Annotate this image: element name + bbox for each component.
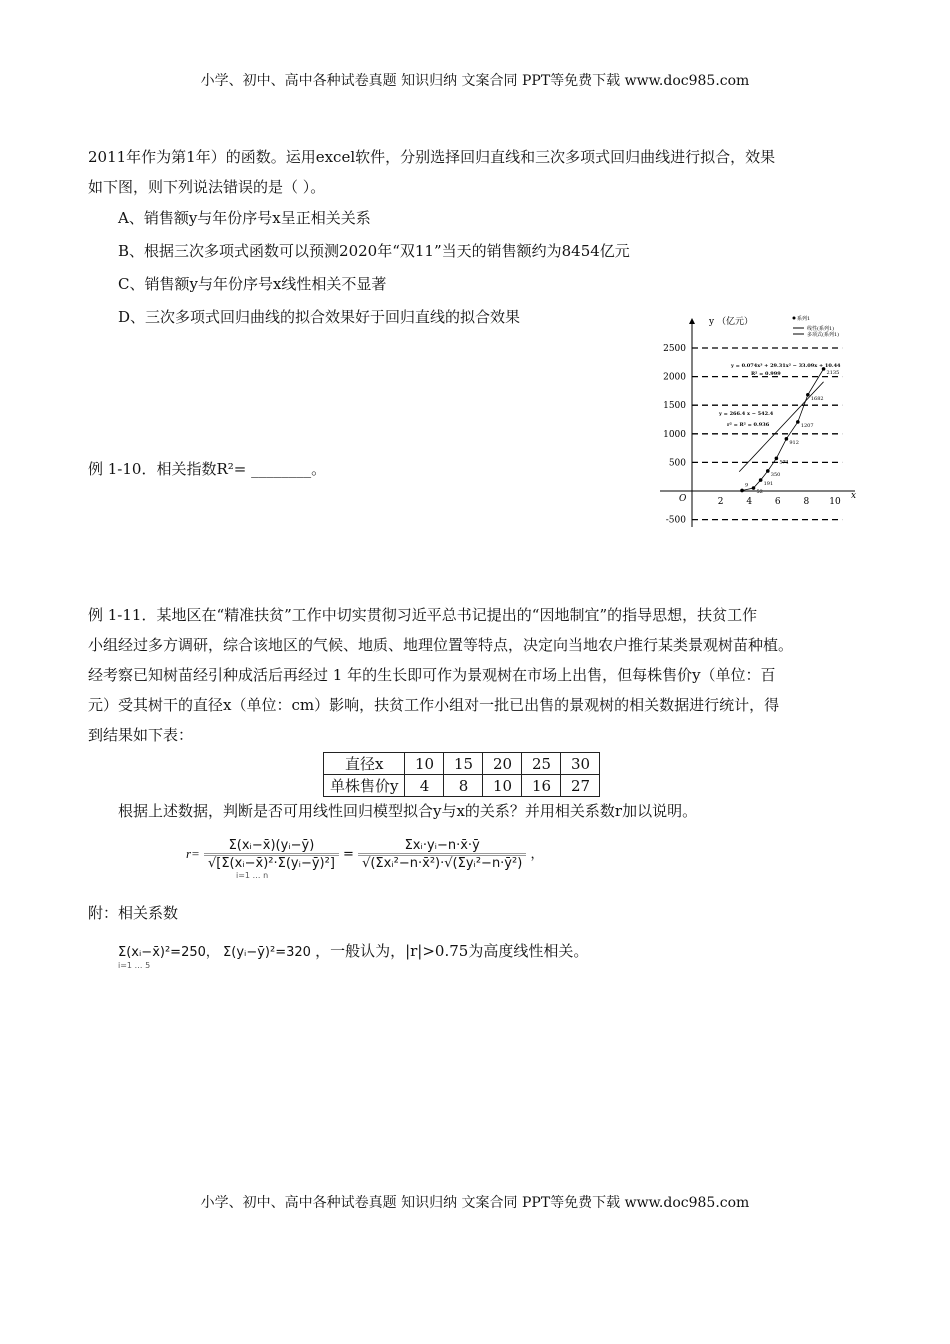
data-label: 571 bbox=[779, 459, 789, 466]
page-footer: 小学、初中、高中各种试卷真题 知识归纳 文案合同 PPT等免费下载 www.doc985.com bbox=[200, 1195, 750, 1211]
data-label: 1207 bbox=[800, 422, 814, 429]
row-label: 单株售价y bbox=[324, 775, 405, 797]
cell: 8 bbox=[444, 775, 483, 797]
data-label: 350 bbox=[770, 471, 781, 478]
data-point bbox=[759, 478, 763, 482]
cell: 27 bbox=[561, 775, 600, 797]
regression-chart bbox=[655, 312, 865, 532]
cell: 16 bbox=[522, 775, 561, 797]
y-tick-label: 1000 bbox=[663, 429, 686, 440]
origin-label: O bbox=[679, 494, 687, 504]
cell: 30 bbox=[561, 753, 600, 775]
x-tick-label: 10 bbox=[829, 497, 841, 507]
x-tick-label: 2 bbox=[717, 497, 724, 507]
ex111-line4: 元）受其树干的直径x（单位：cm）影响，扶贫工作小组对一批已出售的景观树的相关数据进行统计，得 bbox=[88, 696, 780, 714]
x-axis-label: x bbox=[851, 491, 857, 501]
linear-equation: y = 266.4 x − 542.4 bbox=[719, 411, 774, 417]
poly-trendline bbox=[742, 369, 824, 491]
appendix-label: 附：相关系数 bbox=[88, 904, 179, 922]
sum-x-squared: Σ(xᵢ−x̄)²=250 bbox=[118, 945, 206, 960]
data-label: 52 bbox=[756, 489, 763, 496]
x-tick-label: 4 bbox=[746, 497, 753, 507]
data-point bbox=[740, 489, 744, 493]
y-axis-label: y （亿元） bbox=[709, 317, 753, 327]
option-b: B、根据三次多项式函数可以预测2020年“双11”当天的销售额约为8454亿元 bbox=[118, 242, 630, 260]
formula-numerator-1: Σ(xᵢ−x̄)(yᵢ−ȳ) bbox=[204, 838, 339, 856]
y-axis-arrow bbox=[689, 318, 695, 324]
data-label: 2135 bbox=[826, 369, 840, 376]
poly-r2: R² = 0.999 bbox=[751, 371, 781, 377]
y-tick-label: 500 bbox=[668, 458, 686, 469]
given-values: Σ(xᵢ−x̄)²=250， Σ(yᵢ−ȳ)²=320 ，一般认为，|r|>0.75为高度线性相关。 i=1 … 5 bbox=[118, 942, 589, 970]
page-header: 小学、初中、高中各种试卷真题 知识归纳 文案合同 PPT等免费下载 www.doc985.com bbox=[200, 73, 750, 89]
legend-item-series: 系列1 bbox=[797, 316, 811, 322]
y-tick-label: 2500 bbox=[663, 344, 686, 354]
formula-denominator-2: √(Σxᵢ²−n·x̄²)·√(Σyᵢ²−n·ȳ²) bbox=[362, 856, 523, 871]
x-tick-label: 6 bbox=[774, 497, 781, 507]
ex111-line3: 经考察已知树苗经引种成活后再经过 1 年的生长即可作为景观树在市场上出售，但每株售价y（单位：百 bbox=[88, 666, 776, 684]
cell: 25 bbox=[522, 753, 561, 775]
y-tick-label: 1500 bbox=[663, 401, 686, 412]
y-tick-label: 2000 bbox=[663, 372, 686, 383]
question-text: 根据上述数据，判断是否可用线性回归模型拟合y与x的关系？并用相关系数r加以说明。 bbox=[118, 802, 698, 820]
example-1-10: 例 1-10．相关指数R²= ________。 bbox=[88, 460, 327, 478]
data-table bbox=[323, 752, 600, 797]
sum-y-squared: Σ(yᵢ−ȳ)²=320 bbox=[223, 945, 311, 960]
legend-item-poly: 多项式(系列1) bbox=[807, 332, 840, 338]
row-label: 直径x bbox=[324, 753, 405, 775]
cell: 10 bbox=[405, 753, 444, 775]
ex111-line1: 例 1-11．某地区在“精准扶贫”工作中切实贯彻习近平总书记提出的“因地制宜”的指导思想，扶贫工作 bbox=[88, 606, 758, 624]
table-row-x bbox=[324, 753, 600, 775]
question-intro-line2: 如下图，则下列说法错误的是（ ）。 bbox=[88, 178, 326, 196]
option-d: D、三次多项式回归曲线的拟合效果好于回归直线的拟合效果 bbox=[118, 308, 521, 326]
x-tick-label: 8 bbox=[803, 497, 810, 507]
poly-equation: y = 0.074x³ + 29.31x² − 33.09x + 10.44 bbox=[731, 363, 841, 369]
y-tick-label: -500 bbox=[665, 515, 686, 526]
linear-r2: r² = R² = 0.936 bbox=[727, 422, 770, 428]
question-intro-line1: 2011年作为第1年）的函数。运用excel软件，分别选择回归直线和三次多项式回归曲线进行拟合，效果 bbox=[88, 148, 776, 166]
data-point bbox=[775, 457, 779, 461]
cell: 4 bbox=[405, 775, 444, 797]
cell: 10 bbox=[483, 775, 522, 797]
data-label: 912 bbox=[789, 439, 799, 446]
formula-denominator-1: √[Σ(xᵢ−x̄)²·Σ(yᵢ−ȳ)²] bbox=[207, 856, 335, 871]
data-point bbox=[785, 437, 789, 441]
formula-numerator-2: Σxᵢ·yᵢ−n·x̄·ȳ bbox=[358, 838, 526, 856]
data-point bbox=[806, 393, 810, 397]
data-point bbox=[752, 486, 756, 490]
cell: 20 bbox=[483, 753, 522, 775]
table-row-y bbox=[324, 775, 600, 797]
correlation-formula: r= $\frac{\text{Σ(xᵢ−x̄)(yᵢ−ȳ)}}{\text{√[Σ(xᵢ−x̄)²·Σ(yᵢ−ȳ)²]}}$ = $\frac{\text{Σxᵢ·yᵢ−n·x̄·ȳ}}{\text{√(Σxᵢ²−n·x̄²)·√(Σyᵢ²−n·ȳ²)}}$ ， i=1 … n bbox=[186, 838, 544, 880]
option-c: C、销售额y与年份序号x线性相关不显著 bbox=[118, 275, 387, 293]
data-label: 1682 bbox=[810, 395, 824, 402]
data-label: 191 bbox=[763, 481, 774, 488]
data-point bbox=[796, 420, 800, 424]
cell: 15 bbox=[444, 753, 483, 775]
data-label: 9 bbox=[745, 482, 749, 489]
legend-marker bbox=[793, 317, 796, 320]
ex111-line5: 到结果如下表： bbox=[88, 726, 194, 744]
option-a: A、销售额y与年份序号x呈正相关关系 bbox=[118, 209, 371, 227]
legend-item-linear: 线性(系列1) bbox=[807, 326, 835, 332]
data-point bbox=[766, 469, 770, 473]
ex111-line2: 小组经过多方调研，综合该地区的气候、地质、地理位置等特点，决定向当地农户推行某类景观树苗种植。 bbox=[88, 636, 794, 654]
